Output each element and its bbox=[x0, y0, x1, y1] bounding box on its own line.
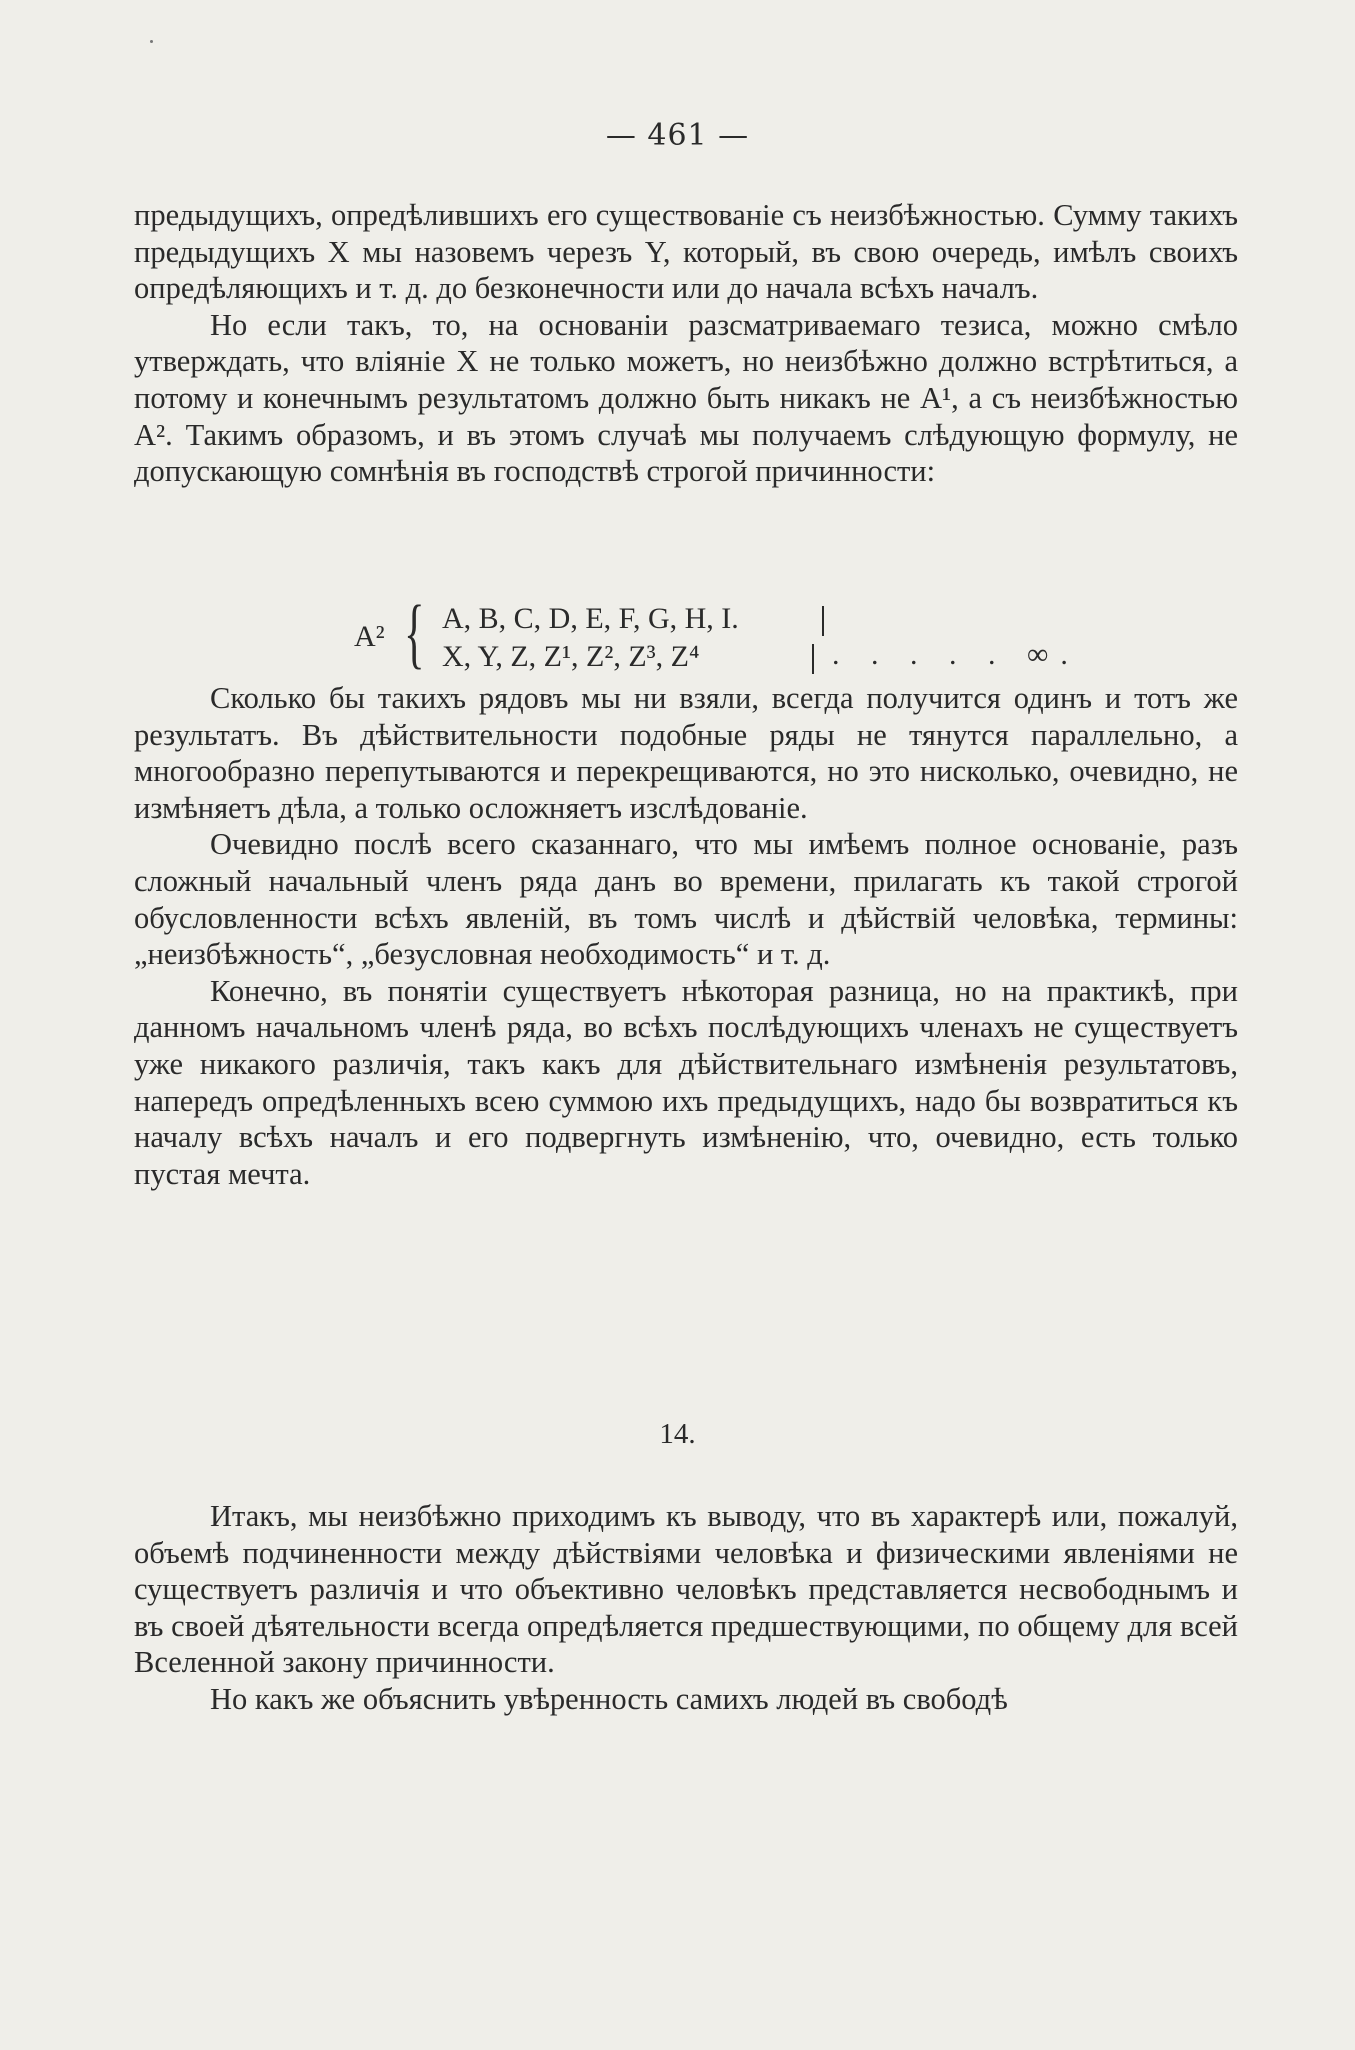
paragraph: Но какъ же объяснить увѣренность самихъ людей въ свободѣ bbox=[210, 1681, 1008, 1716]
formula-tail: . . . . . ∞. bbox=[832, 638, 1080, 671]
formula-lhs: A² bbox=[354, 620, 385, 653]
paragraph: Итакъ, мы неизбѣжно приходимъ къ выводу, что въ характерѣ или, пожалуй, объемѣ подчиненности между дѣйствіями человѣка и физическими явленіями не существуетъ различія и что объективно человѣкъ представляется несвободнымъ и въ своей дѣятельности всегда опредѣляется предшествующими, по общему для всей Вселенной закону причинности. bbox=[134, 1499, 1238, 1680]
formula bbox=[354, 589, 1080, 678]
paragraph: Сколько бы такихъ рядовъ мы ни взяли, всегда получится одинъ и тотъ же результатъ. Въ дѣйствительности подобные ряды не тянутся параллельно, а многообразно перепутываются и перекрещиваются, но это нисколько, очевидно, не измѣняетъ дѣла, а только осложняетъ изслѣдованіе. bbox=[134, 681, 1238, 825]
paper-speck bbox=[150, 40, 153, 43]
middle-text-block bbox=[134, 680, 1238, 1192]
page-number: — 461 — bbox=[605, 118, 750, 153]
paragraph: Но если такъ, то, на основаніи разсматриваемаго тезиса, можно смѣло утверждать, что вліяніе X не только можетъ, но неизбѣжно должно встрѣтиться, а потому и конечнымъ результатомъ должно быть никакъ не A¹, а съ неизбѣжностью A². Такимъ образомъ, и въ этомъ случаѣ мы получаемъ слѣдующую формулу, не допускающую сомнѣнія въ господствѣ строгой причинности: bbox=[134, 307, 1238, 489]
section-number: 14. bbox=[659, 1418, 696, 1450]
bottom-text-block bbox=[134, 1498, 1238, 1718]
paragraph: Очевидно послѣ всего сказаннаго, что мы имѣемъ полное основаніе, разъ сложный начальный членъ ряда данъ во времени, прилагать къ такой строгой обусловленности всѣхъ явленій, въ томъ числѣ и дѣйствій человѣка, термины: „неизбѣжность“, „безусловная необходимость“ и т. д. bbox=[134, 827, 1238, 972]
paragraph-continuation: предыдущихъ, опредѣлившихъ его существованіе съ неизбѣжностью. Сумму такихъ предыдущихъ X мы назовемъ черезъ Y, который, въ свою очередь, имѣлъ своихъ опредѣляющихъ и т. д. до безконечности или до начала всѣхъ началъ. bbox=[134, 198, 1238, 306]
formula-row-bottom: X, Y, Z, Z¹, Z², Z³, Z⁴ bbox=[442, 640, 700, 673]
formula-bar-bottom bbox=[812, 644, 814, 674]
top-text-block bbox=[134, 197, 1238, 490]
formula-bar-top bbox=[822, 606, 824, 636]
formula-row-top: A, B, C, D, E, F, G, H, I. bbox=[442, 602, 739, 635]
left-brace-icon: { bbox=[404, 589, 425, 676]
paragraph: Конечно, въ понятіи существуетъ нѣкоторая разница, но на практикѣ, при данномъ начальномъ членѣ ряда, во всѣхъ послѣдующихъ членахъ не существуетъ уже никакого различія, такъ какъ для дѣйствительнаго измѣненія результатовъ, напередъ опредѣленныхъ всею суммою ихъ предыдущихъ, надо бы возвратиться къ началу всѣхъ началъ и его подвергнуть измѣненію, что, очевидно, есть только пустая мечта. bbox=[134, 973, 1238, 1191]
